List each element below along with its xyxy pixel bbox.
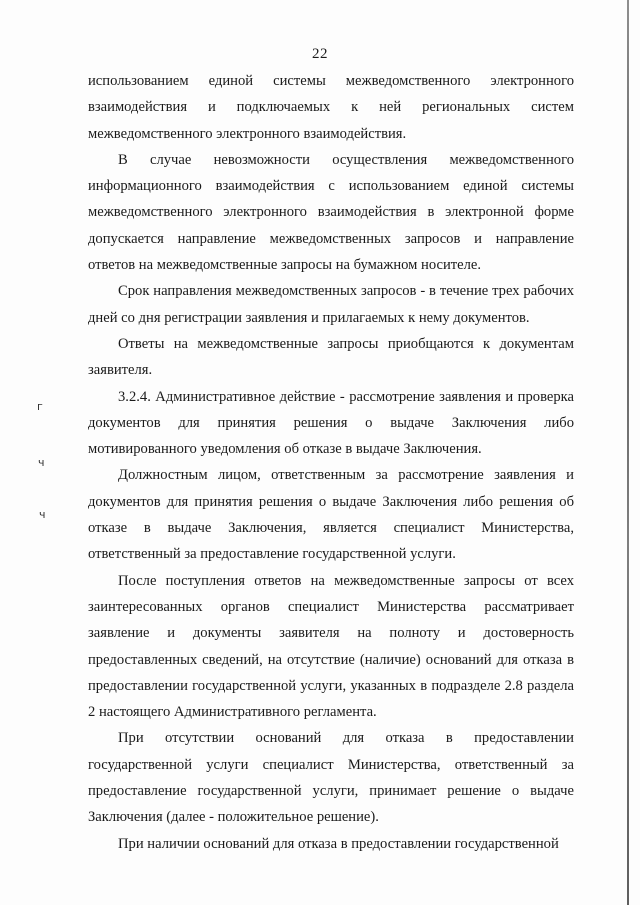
paragraph-7: После поступления ответов на межведомственные запросы от всех заинтересованных органов специалист Министерства рассматривает заявление и документы заявителя на полноту и достоверность предоставленных сведений, на отсутствие (наличие) оснований для отказа в предоставлении государственной услуги, указанных в подразделе 2.8 раздела 2 настоящего Административного регламента. xyxy=(88,572,574,721)
paragraph-4: Ответы на межведомственные запросы приобщаются к документам заявителя. xyxy=(88,335,574,379)
paragraph-8: При отсутствии оснований для отказа в предоставлении государственной услуги специалист Министерства, ответственный за предоставление государственной услуги, принимает решение о выдаче Заключения (далее - положительное решение). xyxy=(88,730,574,826)
paragraph-1: использованием единой системы межведомственного электронного взаимодействия и подключаемых к ней региональных систем межведомственного электронного взаимодействия. xyxy=(88,73,574,142)
margin-mark: ч xyxy=(39,508,46,521)
paragraph-3: Срок направления межведомственных запросов - в течение трех рабочих дней со дня регистрации заявления и прилагаемых к нему документов. xyxy=(88,283,574,326)
page-number: 22 xyxy=(312,46,328,62)
margin-mark: ч xyxy=(38,456,45,469)
margin-mark: г xyxy=(37,400,43,413)
document-body xyxy=(88,68,574,857)
paragraph-6: Должностным лицом, ответственным за рассмотрение заявления и документов для принятия решения о выдаче Заключения либо решения об отказе в выдаче Заключения, является специалист Министерства, ответственный за предоставление государственной услуги. xyxy=(88,467,574,563)
paragraph-2: В случае невозможности осуществления межведомственного информационного взаимодействия с использованием единой системы межведомственного электронного взаимодействия в электронной форме допускается направление межведомственных запросов и направление ответов на межведомственные запросы на бумажном носителе. xyxy=(88,151,574,274)
paragraph-9: При наличии оснований для отказа в предоставлении государственной xyxy=(118,835,559,852)
paragraph-5: 3.2.4. Административное действие - рассмотрение заявления и проверка документов для принятия решения о выдаче Заключения либо мотивированного уведомления об отказе в выдаче Заключения. xyxy=(88,388,574,458)
scan-edge-line xyxy=(627,0,629,905)
